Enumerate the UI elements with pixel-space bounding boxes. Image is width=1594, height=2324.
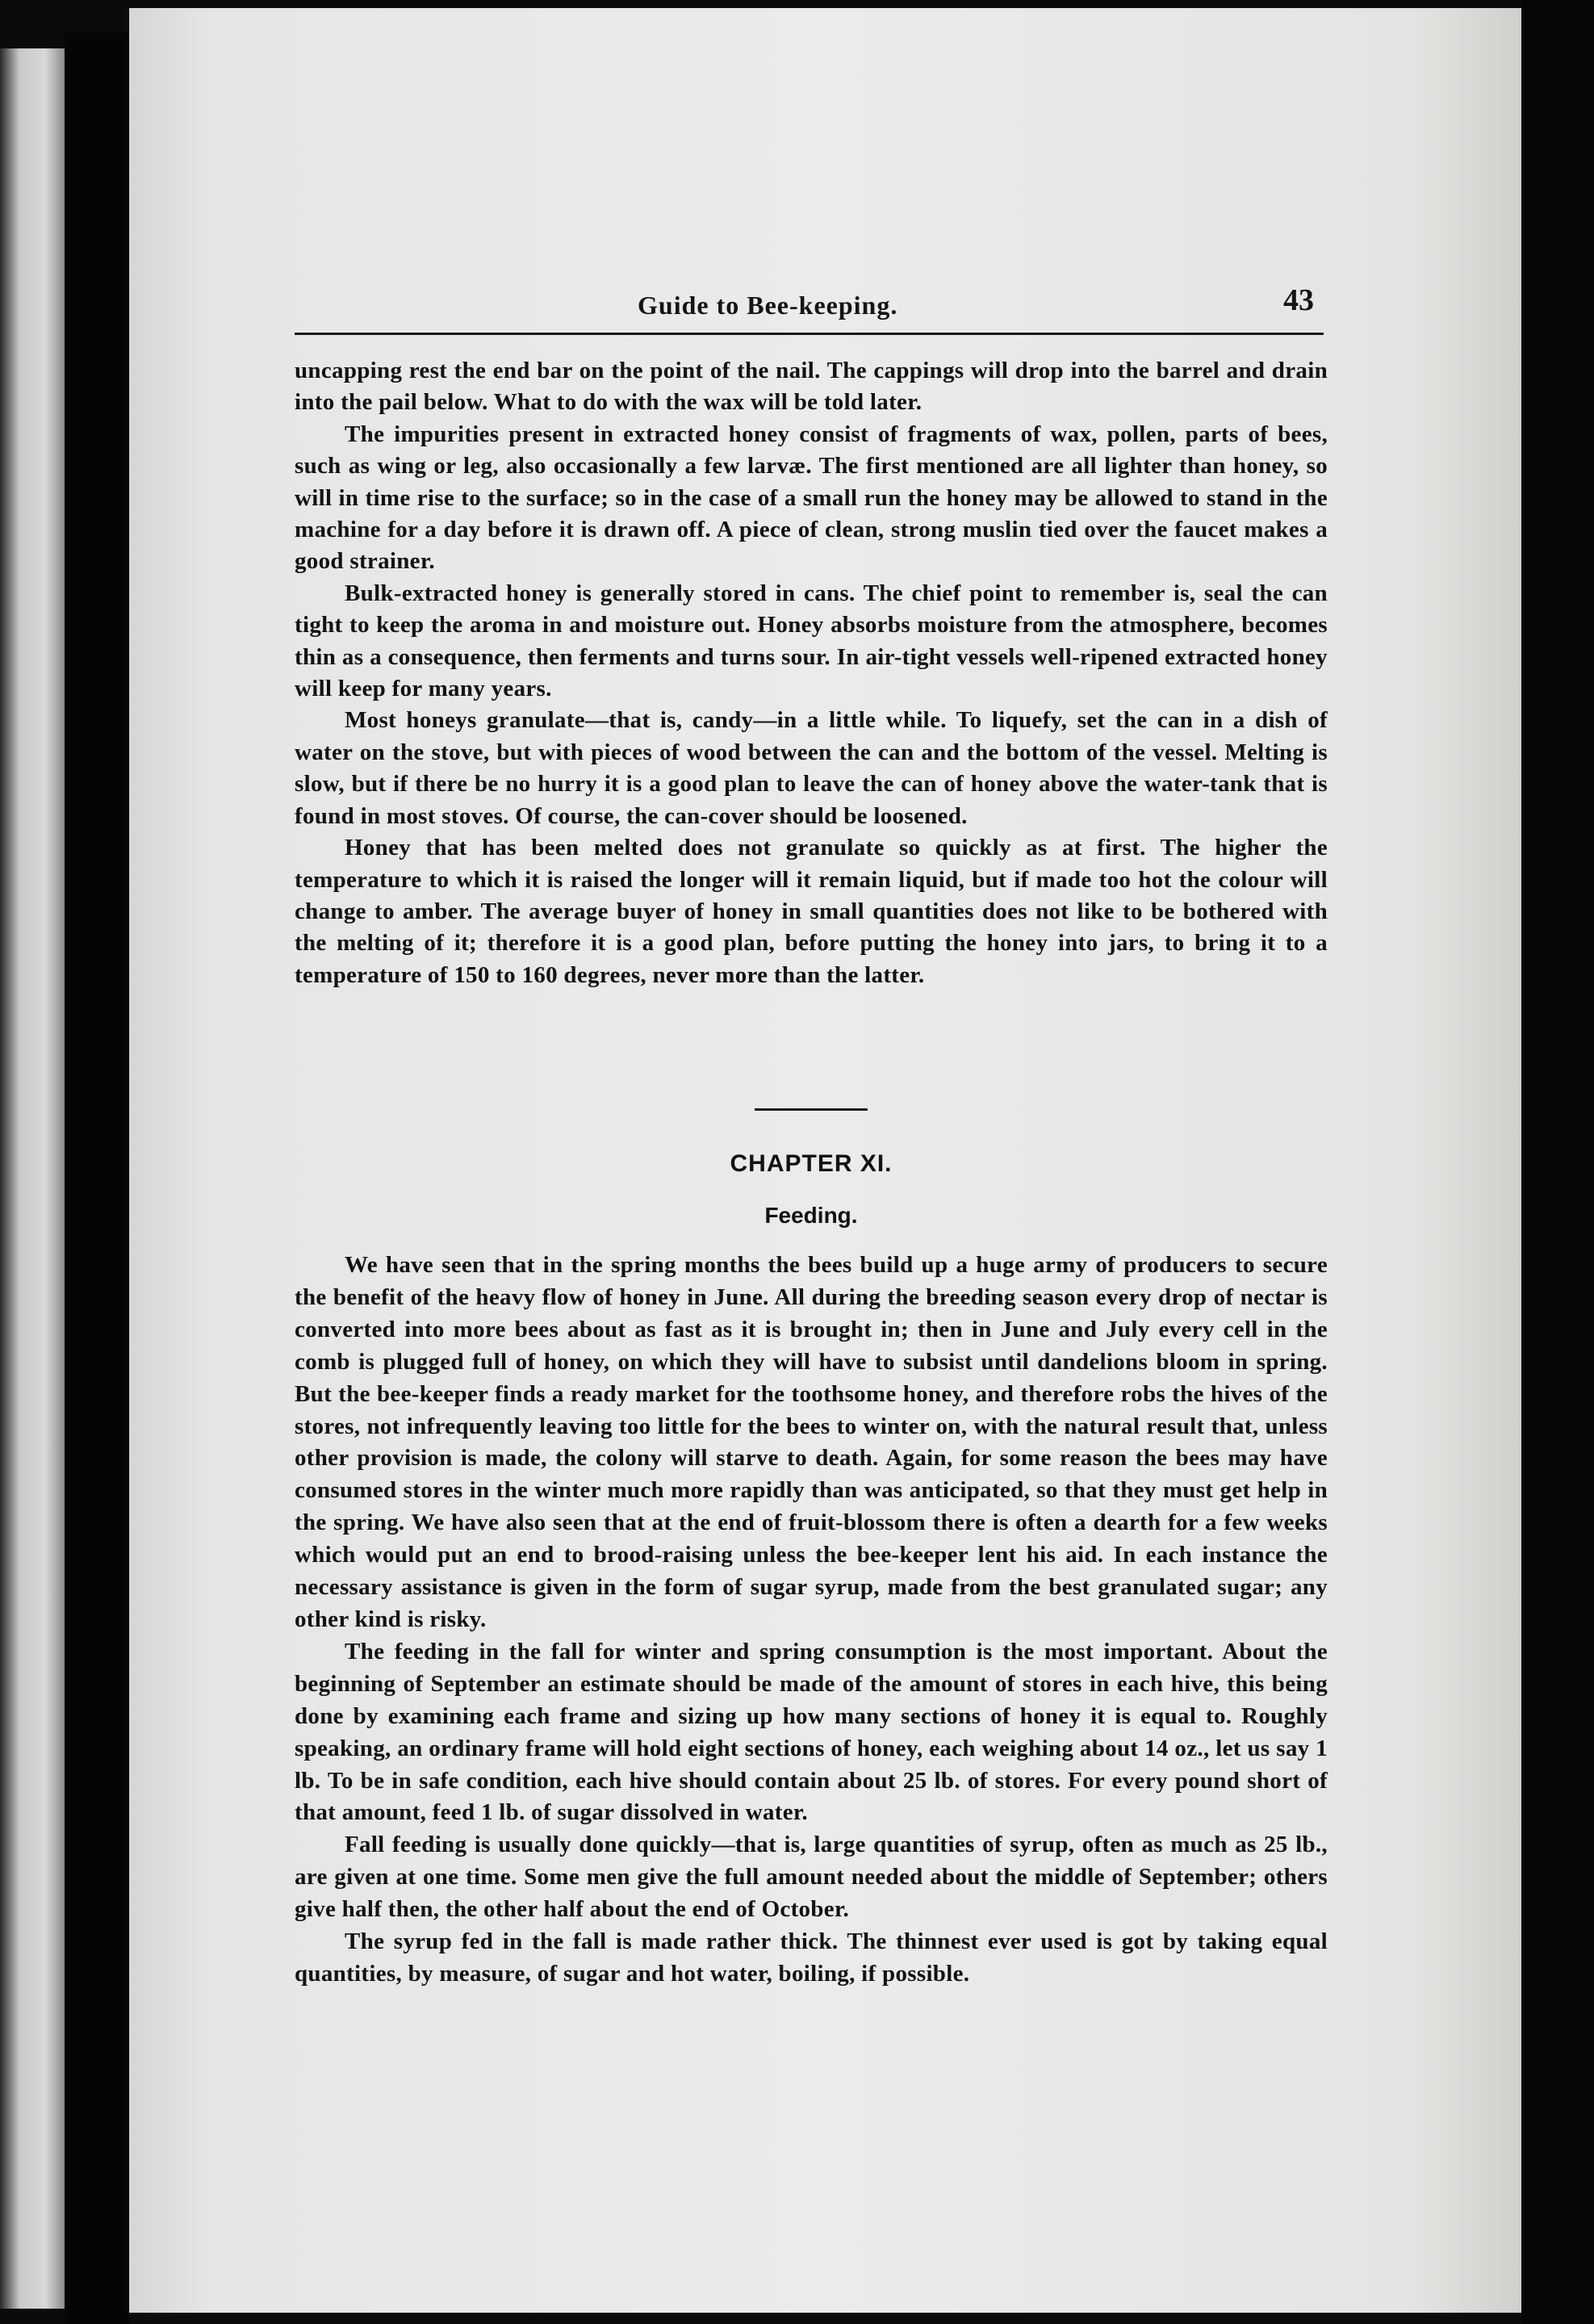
header-rule xyxy=(295,333,1324,335)
running-title: Guide to Bee-keeping. xyxy=(638,291,898,320)
paragraph: The syrup fed in the fall is made rather thick. The thinnest ever used is got by taking equal quantities, by measure, of sugar and hot water, boiling, if possible. xyxy=(295,1928,1328,1987)
chapter-title: CHAPTER XI. xyxy=(730,1150,893,1177)
paragraph: We have seen that in the spring months the bees build up a huge army of producers to secure the benefit of the heavy flow of honey in June. All during the breeding season every drop of nectar is converted into more bees about as fast as it is brought in; then in June and July every cell in the comb is plugged full of honey, on which they will have to subsist until dandelions bloom in spring. But the bee-keeper finds a ready market for the toothsome honey, and therefore robs the hives of the stores, not infrequently leaving too little for the bees to winter on, with the natural result that, unless other provision is made, the colony will starve to death. Again, for some reason the bees may have consumed stores in the winter much more rapidly than was anticipated, so that they must get help in the spring. We have also seen that at the end of fruit-blossom there is often a dearth for a few weeks which would put an end to brood-raising unless the bee-keeper lent his aid. In each instance the necessary assistance is given in the form of sugar syrup, made from the best granulated sugar; any other kind is risky. xyxy=(295,1252,1328,1632)
chapter-divider xyxy=(755,1108,868,1111)
paragraph: The impurities present in extracted honey consist of fragments of wax, pollen, parts of bees, such as wing or leg, also occasionally a few larvæ. The first mentioned are all lighter than honey, so will in time rise to the surface; so in the case of a small run the honey may be allowed to stand in the machine for a day before it is drawn off. A piece of clean, strong muslin tied over the faucet makes a good strainer. xyxy=(295,421,1328,575)
page-number: 43 xyxy=(1283,283,1314,317)
book-gutter xyxy=(65,32,129,2324)
paragraph: Most honeys granulate—that is, candy—in a little while. To liquefy, set the can in a dish of water on the stove, but with pieces of wood between the can and the bottom of the vessel. Melting is slow, but if there be no hurry it is a good plan to leave the can of honey above the water-tank that is found in most stoves. Of course, the can-cover should be loosened. xyxy=(295,707,1328,829)
chapter-subtitle: Feeding. xyxy=(764,1203,858,1228)
paragraph: Bulk-extracted honey is generally stored in cans. The chief point to remember is, seal the can tight to keep the aroma in and moisture out. Honey absorbs moisture from the atmosphere, becomes thin as a consequence, then ferments and turns sour. In air-tight vessels well-ripened extracted honey will keep for many years. xyxy=(295,580,1328,702)
paragraph: uncapping rest the end bar on the point of the nail. The cappings will drop into the barrel and drain into the pail below. What to do with the wax will be told later. xyxy=(295,358,1328,416)
paragraph: The feeding in the fall for winter and spring consumption is the most important. About the beginning of September an estimate should be made of the amount of stores in each hive, this being done by examining each frame and sizing up how many sections of honey it is equal to. Roughly speaking, an ordinary frame will hold eight sections of honey, each weighing about 14 oz., let us say 1 lb. To be in safe condition, each hive should contain about 25 lb. of stores. For every pound short of that amount, feed 1 lb. of sugar dissolved in water. xyxy=(295,1638,1328,1826)
paragraph: Honey that has been melted does not granulate so quickly as at first. The higher the temperature to which it is raised the longer will it remain liquid, but if made too hot the colour will change to amber. The average buyer of honey in small quantities does not like to be bothered with the melting of it; therefore it is a good plan, before putting the honey into jars, to bring it to a temperature of 150 to 160 degrees, never more than the latter. xyxy=(295,835,1328,988)
paragraph: Fall feeding is usually done quickly—that is, large quantities of syrup, often as much as 25 lb., are given at one time. Some men give the full amount needed about the middle of September; others give half then, the other half about the end of October. xyxy=(295,1832,1328,1923)
facing-page-edge xyxy=(0,48,65,2309)
text-block-top xyxy=(295,355,1328,991)
text-block-chapter xyxy=(295,1250,1328,1991)
